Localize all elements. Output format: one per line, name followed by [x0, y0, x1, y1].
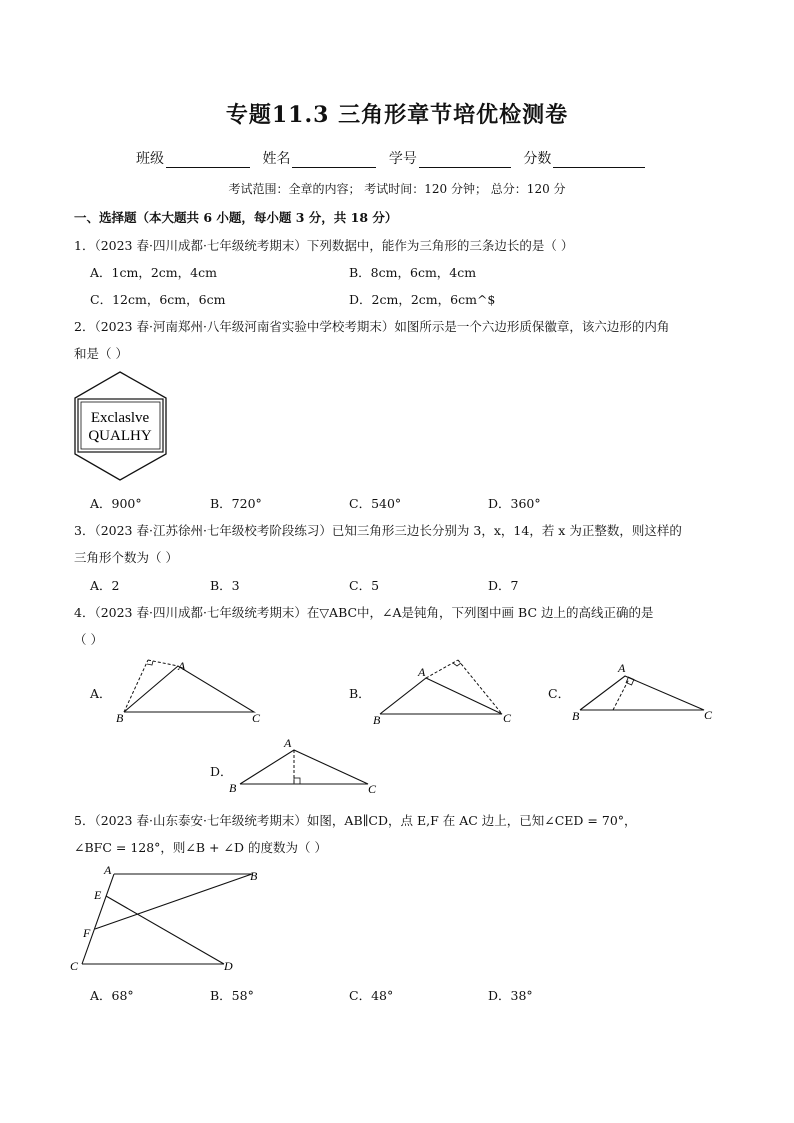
- q1-option-d[interactable]: D．2cm，2cm，6cm^$: [349, 292, 496, 307]
- question-3-line2: 三角形个数为（ ）: [74, 550, 178, 565]
- name-label: 姓名: [262, 151, 291, 167]
- question-2-line1: 2．（2023 春·河南郑州·八年级河南省实验中学校考期末）如图所示是一个六边形质保徽章，该六边形的内角: [74, 319, 670, 334]
- q4-figure-d: [228, 734, 388, 802]
- q3-option-d[interactable]: D．7: [488, 578, 519, 593]
- q2-option-d[interactable]: D．360°: [488, 496, 541, 511]
- q3-option-c[interactable]: C．5: [349, 578, 380, 593]
- right-angle-mark: [294, 778, 300, 784]
- point-a: A: [104, 863, 112, 877]
- score-blank[interactable]: [553, 153, 645, 168]
- q1-option-b[interactable]: B．8cm，6cm，4cm: [349, 265, 477, 280]
- question-4-line1: 4．（2023 春·四川成都·七年级统考期末）在▽ABC中，∠A是钝角，下列图中画 BC 边上的高线正确的是: [74, 605, 654, 620]
- point-c: C: [70, 959, 79, 973]
- line-fb: [95, 874, 252, 929]
- q5-option-a[interactable]: A．68°: [90, 988, 134, 1003]
- point-b: B: [572, 709, 580, 723]
- q4-figure-a: [112, 654, 272, 724]
- question-3-line1: 3．（2023 春·江苏徐州·七年级校考阶段练习）已知三角形三边长分别为 3，x，14，若 x 为正整数，则这样的: [74, 523, 682, 538]
- point-b: B: [229, 781, 237, 795]
- point-c: C: [252, 711, 261, 724]
- point-a: A: [618, 661, 626, 675]
- altitude-dashed: [426, 660, 458, 678]
- point-b: B: [250, 869, 258, 883]
- badge-text-1: Exclaslve: [90, 410, 150, 426]
- point-f: F: [83, 926, 91, 940]
- q3-option-b[interactable]: B．3: [210, 578, 240, 593]
- section-heading: 一、选择题（本大题共 6 小题，每小题 3 分，共 18 分）: [74, 210, 398, 225]
- point-a: A: [178, 659, 186, 673]
- triangle-abc: [580, 676, 704, 710]
- class-label: 班级: [136, 151, 164, 167]
- extension-dashed: [458, 660, 502, 714]
- point-a: A: [418, 665, 426, 679]
- q4-option-d[interactable]: D．: [210, 764, 233, 779]
- q3-option-a[interactable]: A．2: [90, 578, 120, 593]
- question-4-line2: （ ）: [74, 632, 103, 647]
- q1-option-c[interactable]: C．12cm，6cm，6cm: [90, 292, 226, 307]
- line-ed: [106, 896, 224, 964]
- point-c: C: [704, 708, 713, 722]
- triangle-abc: [240, 750, 368, 784]
- student-info-line: [136, 148, 653, 168]
- point-a: A: [284, 736, 292, 750]
- right-angle-mark: [453, 663, 461, 666]
- q2-option-a[interactable]: A．900°: [90, 496, 142, 511]
- q5-option-b[interactable]: B．58°: [210, 988, 254, 1003]
- question-5-line2: ∠BFC = 128°，则∠B + ∠D 的度数为（ ）: [74, 840, 327, 855]
- id-label: 学号: [388, 151, 417, 167]
- hexagon-badge-figure: [72, 370, 170, 482]
- badge-text-2: QUALHY: [88, 428, 152, 444]
- q5-option-c[interactable]: C．48°: [349, 988, 394, 1003]
- question-5-line1: 5．（2023 春·山东泰安·七年级统考期末）如图，AB∥CD，点 E,F 在 AC 边上，已知∠CED = 70°，: [74, 813, 637, 828]
- point-b: B: [373, 713, 381, 727]
- point-c: C: [503, 711, 512, 725]
- question-2-line2: 和是（ ）: [74, 346, 128, 361]
- q4-option-c[interactable]: C．: [548, 686, 571, 701]
- q2-option-b[interactable]: B．720°: [210, 496, 262, 511]
- score-label: 分数: [523, 151, 552, 167]
- question-1: 1．（2023 春·四川成都·七年级统考期末）下列数据中，能作为三角形的三条边长的是（ ）: [74, 238, 574, 253]
- q4-figure-c: [568, 656, 718, 726]
- class-blank[interactable]: [166, 153, 250, 168]
- q2-option-c[interactable]: C．540°: [349, 496, 402, 511]
- q1-option-a[interactable]: A．1cm，2cm，4cm: [90, 265, 217, 280]
- page-title: 专题11.3 三角形章节培优检测卷: [225, 102, 569, 128]
- right-angle-mark: [147, 661, 153, 665]
- q4-option-a[interactable]: A．: [90, 686, 112, 701]
- q5-option-d[interactable]: D．38°: [488, 988, 533, 1003]
- point-b: B: [116, 711, 124, 724]
- triangle-abc: [124, 666, 254, 712]
- hexagon-outline: [75, 372, 166, 480]
- altitude-dashed: [124, 660, 148, 712]
- triangle-abc: [380, 678, 502, 714]
- point-d: D: [224, 959, 233, 973]
- name-blank[interactable]: [292, 153, 376, 168]
- q4-option-b[interactable]: B．: [349, 686, 371, 701]
- id-blank[interactable]: [419, 153, 511, 168]
- q4-figure-b: [370, 652, 520, 728]
- q5-figure: [66, 862, 266, 976]
- exam-scope: 考试范围：全章的内容； 考试时间：120 分钟； 总分：120 分: [228, 182, 566, 196]
- point-c: C: [368, 782, 377, 796]
- point-e: E: [94, 888, 102, 902]
